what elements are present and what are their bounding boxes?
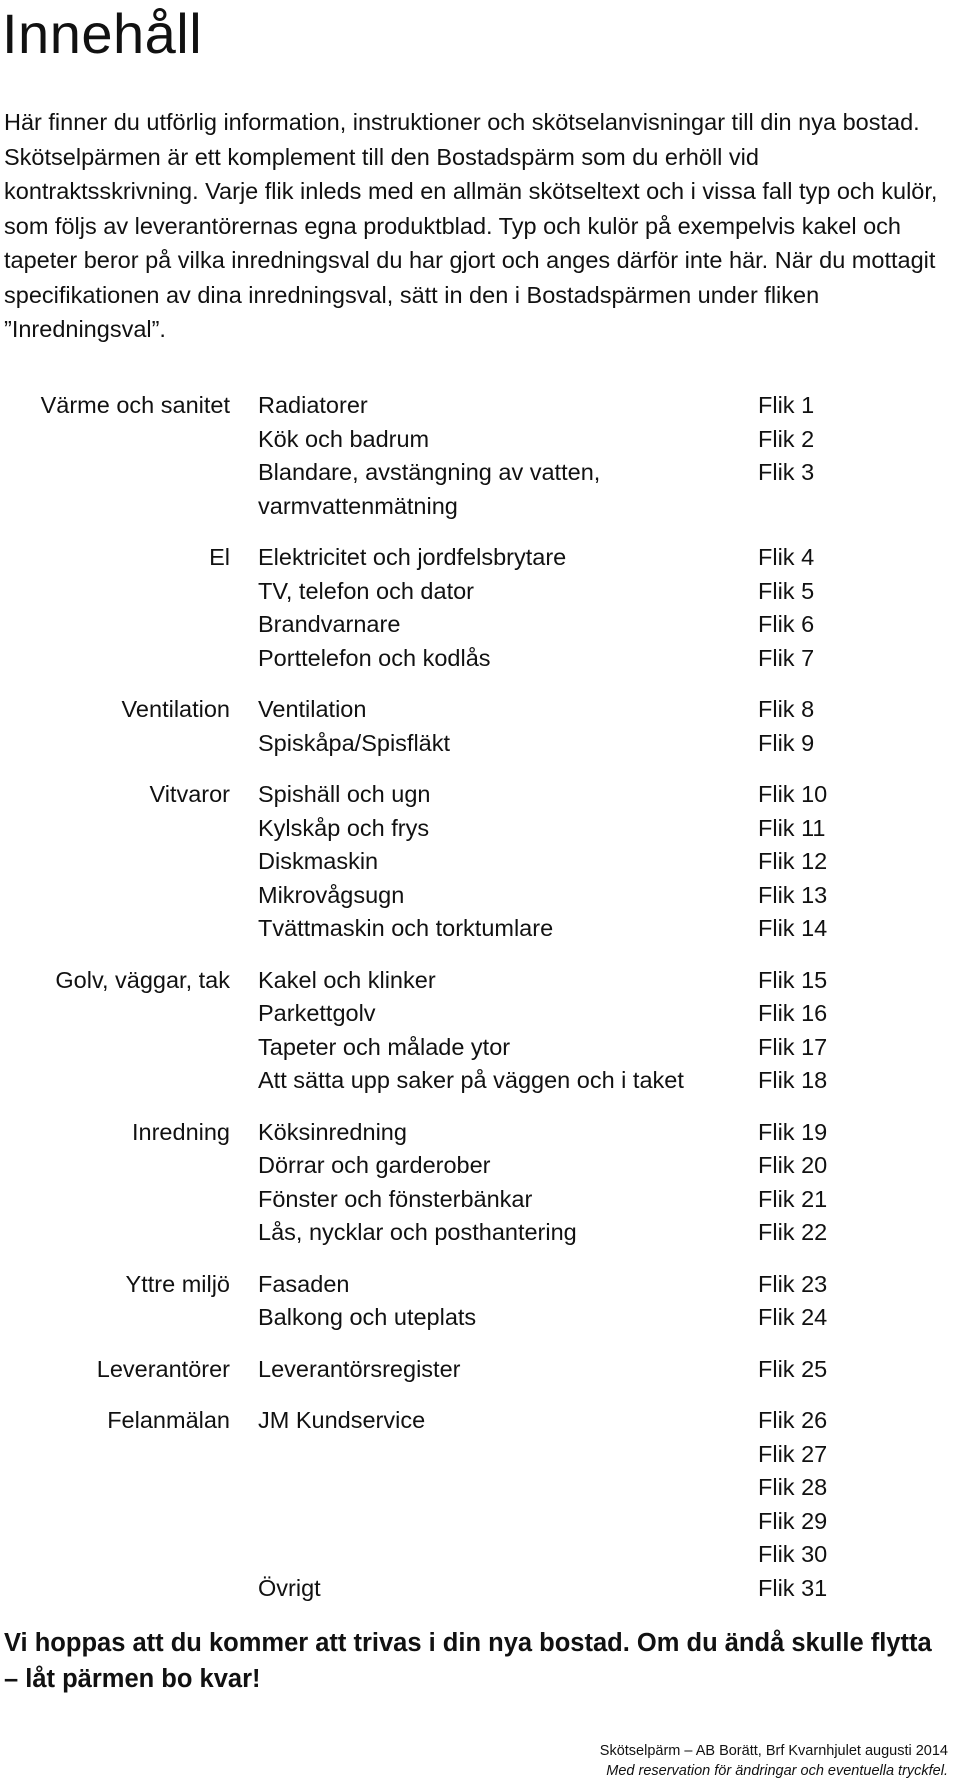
- toc-row: [0, 1505, 960, 1539]
- toc-item-label: Diskmaskin: [258, 848, 379, 874]
- toc-section: [0, 693, 960, 760]
- toc-flik-number: Flik 7: [758, 644, 815, 671]
- toc-flik-number: Flik 4: [758, 544, 815, 570]
- toc-section: [0, 1116, 960, 1250]
- toc-item-label: Tvättmaskin och torktumlare: [258, 915, 554, 941]
- toc-row: [0, 964, 960, 998]
- toc-flik-number: Flik 11: [758, 814, 826, 841]
- toc-flik-number: Flik 26: [758, 1407, 828, 1433]
- toc-flik-number: Flik 25: [758, 1355, 828, 1382]
- footer-line: Skötselpärm – AB Borätt, Brf Kvarnhjulet augusti 2014: [599, 1743, 948, 1759]
- toc-item-label: Kylskåp och frys: [258, 814, 430, 841]
- toc-category: Inredning: [132, 1118, 230, 1145]
- toc-item-label: Brandvarnare: [258, 611, 401, 637]
- toc-item-label: Lås, nycklar och posthantering: [258, 1219, 577, 1245]
- toc-row: [0, 1572, 960, 1606]
- toc-row: [0, 845, 960, 879]
- toc-flik-number: Flik 31: [758, 1574, 828, 1601]
- toc-flik-number: Flik 8: [758, 696, 815, 722]
- toc-flik-number: Flik 30: [758, 1541, 828, 1567]
- toc-section: [0, 389, 960, 523]
- toc-row: [0, 1116, 960, 1150]
- toc-flik-number: Flik 1: [758, 392, 815, 418]
- toc-row: [0, 727, 960, 761]
- toc-category: Yttre miljö: [125, 1270, 230, 1297]
- toc-row: [0, 608, 960, 642]
- toc-item-label: Spishäll och ugn: [258, 781, 431, 807]
- toc-row: [0, 879, 960, 913]
- toc-category: Ventilation: [121, 696, 230, 722]
- toc-item-label: Kök och badrum: [258, 425, 430, 452]
- toc-section: [0, 964, 960, 1098]
- toc-flik-number: Flik 9: [758, 729, 815, 756]
- toc-item-label: Balkong och uteplats: [258, 1304, 477, 1330]
- toc-row: [0, 1216, 960, 1250]
- toc-item-label: Ventilation: [258, 696, 367, 722]
- toc-item-label: Porttelefon och kodlås: [258, 644, 491, 671]
- toc-item-label: TV, telefon och dator: [258, 577, 474, 604]
- toc-row: [0, 642, 960, 676]
- toc-row: [0, 456, 960, 523]
- toc-flik-number: Flik 13: [758, 881, 828, 908]
- toc-row: [0, 575, 960, 609]
- toc-item-label: Att sätta upp saker på väggen och i taket: [258, 1067, 684, 1093]
- toc-section: [0, 1353, 960, 1387]
- toc-row: [0, 1301, 960, 1335]
- toc-row: [0, 1183, 960, 1217]
- toc-flik-number: Flik 10: [758, 781, 828, 807]
- toc-category: Golv, väggar, tak: [55, 966, 230, 993]
- toc-flik-number: Flik 22: [758, 1219, 828, 1245]
- toc-category: El: [209, 544, 230, 570]
- toc-item-label: Köksinredning: [258, 1118, 407, 1145]
- toc-section: [0, 778, 960, 946]
- toc-row: [0, 1149, 960, 1183]
- toc-row: [0, 1353, 960, 1387]
- toc-category: Vitvaror: [149, 781, 230, 807]
- toc-row: [0, 1064, 960, 1098]
- toc-category: Leverantörer: [96, 1355, 230, 1382]
- toc-item-label: Övrigt: [258, 1574, 321, 1601]
- intro-paragraph: Här finner du utförlig information, instruktioner och skötselanvisningar till din nya bostad. Skötselpärmen är ett komplement till den Bostadspärm som du erhöll vid kontraktsskrivning. Varje flik inleds med en allmän skötseltext och i vissa fall typ och kulör, som följs av leverantörernas egna produktblad. Typ och kulör på exempelvis kakel och tapeter beror på vilka inredningsval du har gjort och anges därför inte här. När du mottagit specifikationen av dina inredningsval, sätt in den i Bostadspärmen under fliken ”Inredningsval”.: [4, 109, 938, 342]
- footer-disclaimer: Med reservation för ändringar och eventuella tryckfel.: [606, 1763, 948, 1779]
- toc-item-label: Kakel och klinker: [258, 966, 436, 993]
- toc-item-label: Dörrar och garderober: [258, 1152, 491, 1178]
- toc-item-label: JM Kundservice: [258, 1407, 426, 1433]
- toc-row: [0, 1471, 960, 1505]
- toc-item-label: Fönster och fönsterbänkar: [258, 1185, 533, 1212]
- toc-row: [0, 1538, 960, 1572]
- toc-flik-number: Flik 14: [758, 915, 828, 941]
- closing-message: Vi hoppas att du kommer att trivas i din nya bostad. Om du ändå skulle flytta – låt pärmen bo kvar!: [4, 1629, 932, 1693]
- toc-item-label: Radiatorer: [258, 392, 368, 418]
- toc-category: Felanmälan: [107, 1407, 230, 1433]
- toc-flik-number: Flik 15: [758, 966, 828, 993]
- toc-flik-number: Flik 6: [758, 611, 815, 637]
- toc-section: [0, 1404, 960, 1605]
- toc-row: [0, 541, 960, 575]
- toc-flik-number: Flik 12: [758, 848, 828, 874]
- toc-row: [0, 997, 960, 1031]
- footer: [600, 1741, 948, 1781]
- toc-item-label: Fasaden: [258, 1270, 350, 1297]
- toc-flik-number: Flik 16: [758, 1000, 828, 1026]
- toc-flik-number: Flik 20: [758, 1152, 828, 1178]
- toc-row: [0, 912, 960, 946]
- toc-row: [0, 1438, 960, 1472]
- toc-flik-number: Flik 27: [758, 1440, 828, 1467]
- toc-flik-number: Flik 18: [758, 1067, 828, 1093]
- toc-row: [0, 423, 960, 457]
- toc-item-label: Elektricitet och jordfelsbrytare: [258, 544, 567, 570]
- table-of-contents: [0, 389, 960, 1623]
- toc-flik-number: Flik 21: [758, 1185, 828, 1212]
- toc-flik-number: Flik 3: [758, 459, 815, 485]
- toc-flik-number: Flik 2: [758, 425, 815, 452]
- toc-item-label: Blandare, avstängning av vatten, varmvattenmätning: [258, 459, 601, 519]
- toc-row: [0, 389, 960, 423]
- toc-flik-number: Flik 17: [758, 1033, 828, 1060]
- toc-flik-number: Flik 24: [758, 1304, 828, 1330]
- page-title: Innehåll: [2, 2, 203, 65]
- toc-flik-number: Flik 28: [758, 1474, 828, 1500]
- toc-row: [0, 693, 960, 727]
- toc-flik-number: Flik 29: [758, 1507, 828, 1534]
- toc-flik-number: Flik 5: [758, 577, 815, 604]
- toc-category: Värme och sanitet: [40, 392, 230, 418]
- toc-row: [0, 1268, 960, 1302]
- toc-item-label: Tapeter och målade ytor: [258, 1033, 511, 1060]
- toc-row: [0, 812, 960, 846]
- toc-item-label: Mikrovågsugn: [258, 881, 405, 908]
- toc-item-label: Parkettgolv: [258, 1000, 376, 1026]
- toc-row: [0, 1031, 960, 1065]
- toc-section: [0, 541, 960, 675]
- toc-row: [0, 1404, 960, 1438]
- toc-item-label: Spiskåpa/Spisfläkt: [258, 729, 451, 756]
- toc-flik-number: Flik 19: [758, 1118, 828, 1145]
- toc-section: [0, 1268, 960, 1335]
- toc-flik-number: Flik 23: [758, 1270, 828, 1297]
- toc-item-label: Leverantörsregister: [258, 1355, 461, 1382]
- toc-row: [0, 778, 960, 812]
